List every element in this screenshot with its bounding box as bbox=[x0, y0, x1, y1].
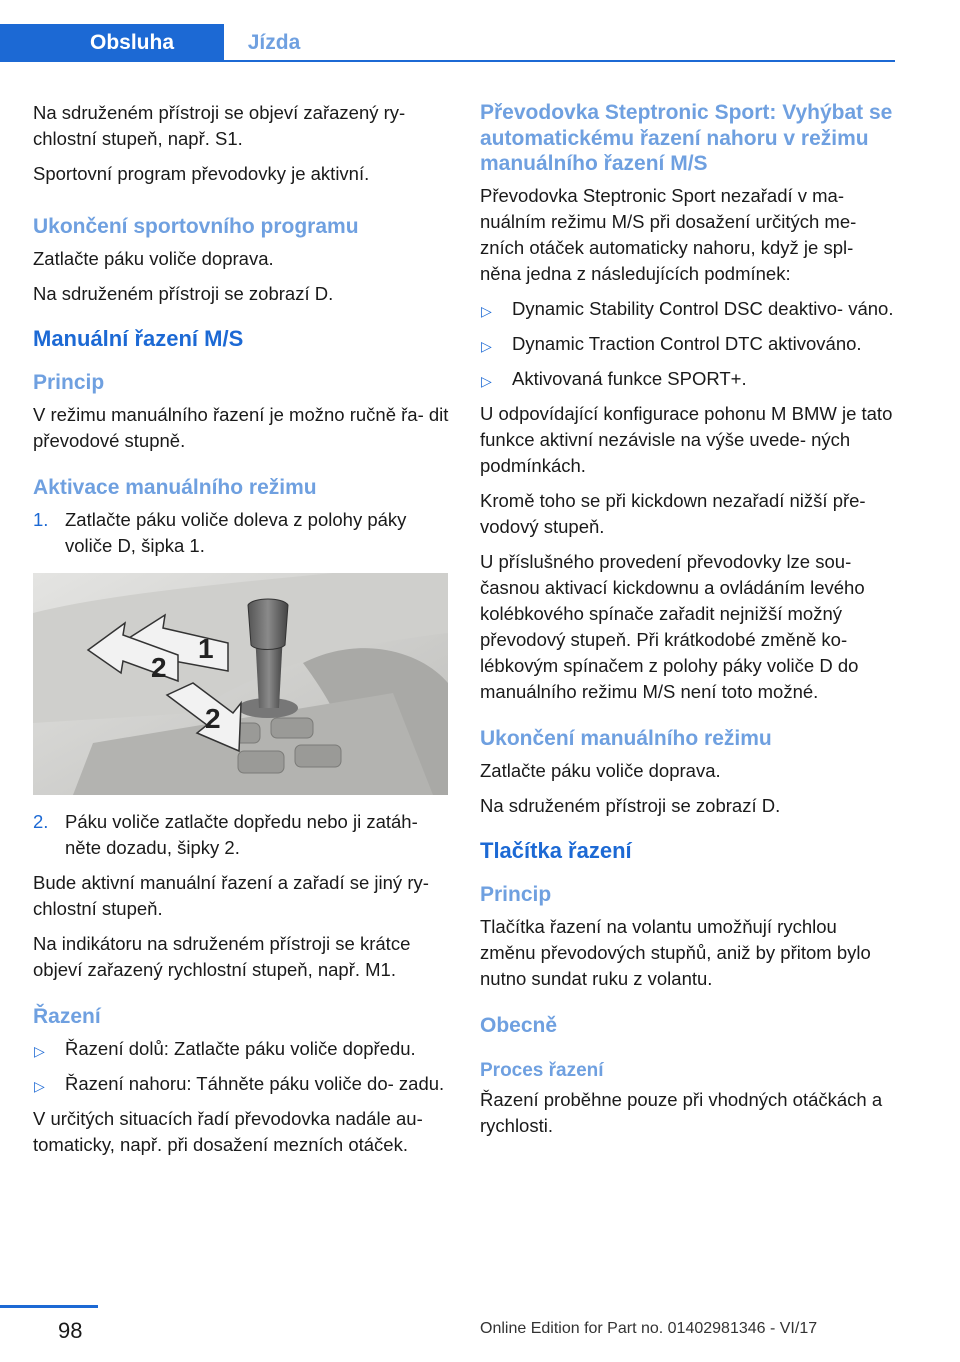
triangle-bullet-icon: ▷ bbox=[481, 302, 492, 319]
list-item bbox=[33, 1071, 453, 1097]
bullet-text: Řazení dolů: Zatlačte páku voliče dopředu. bbox=[65, 1038, 416, 1059]
paragraph: V režimu manuálního řazení je možno ručně řa‐ dit převodové stupně. bbox=[33, 404, 449, 451]
arrow-label-1: 1 bbox=[198, 633, 214, 664]
edition-text-tail: 7 bbox=[808, 1320, 818, 1337]
page-number: 98 bbox=[58, 1318, 83, 1343]
triangle-bullet-icon: ▷ bbox=[481, 337, 492, 354]
triangle-bullet-icon: ▷ bbox=[34, 1078, 45, 1094]
right-column bbox=[480, 100, 896, 1148]
heading-end-sport: Ukončení sportovního programu bbox=[33, 215, 359, 238]
step-number: 2. bbox=[33, 811, 49, 832]
heading-end-manual: Ukončení manuálního režimu bbox=[480, 726, 772, 750]
bullet-text: Řazení nahoru: Táhněte páku voliče do‐ zadu. bbox=[65, 1073, 445, 1094]
bullet-text: Dynamic Stability Control DSC deaktivo‐ váno. bbox=[512, 297, 894, 319]
footer-rule bbox=[0, 1305, 98, 1308]
paragraph: Sportovní program převodovky je aktivní. bbox=[33, 163, 370, 184]
step-number: 1. bbox=[33, 509, 49, 530]
list-item bbox=[480, 366, 896, 392]
bullet-text: Dynamic Traction Control DTC aktivováno. bbox=[512, 332, 862, 354]
heading-manual: Manuální řazení M/S bbox=[33, 326, 244, 351]
list-item bbox=[480, 296, 896, 322]
paragraph: Převodovka Steptronic Sport nezařadí v ma‐ nuálním režimu M/S při dosažení určitých me‐ zních otáček automaticky nahoru, když je spl‐ něna jedna z následujících podmínek: bbox=[480, 184, 857, 284]
steps-list bbox=[33, 507, 453, 559]
heading-steptronic: Převodovka Steptronic Sport: Vyhýbat se automatickému řazení nahoru v režimu manuálního řazení M/S bbox=[480, 101, 893, 175]
tab-jizda[interactable]: Jízda bbox=[247, 31, 301, 54]
bullet-list bbox=[480, 296, 896, 392]
list-item bbox=[480, 331, 896, 357]
list-item bbox=[33, 507, 453, 559]
paragraph: V určitých situacích řadí převodovka nadále au‐ tomaticky, např. při dosažení mezních otáček. bbox=[33, 1108, 423, 1155]
paragraph: U odpovídající konfigurace pohonu M BMW je tato funkce aktivní nezávisle na výše uvede‐ ných podmínkách. bbox=[480, 402, 893, 476]
paragraph: Kromě toho se při kickdown nezařadí nižší pře‐ vodový stupeň. bbox=[480, 489, 866, 537]
paragraph: Na sdruženém přístroji se objeví zařazený ry‐ chlostní stupeň, např. S1. bbox=[33, 102, 406, 149]
paragraph: Řazení proběhne pouze při vhodných otáčkách a rychlosti. bbox=[480, 1088, 883, 1136]
heading-obecne: Obecně bbox=[480, 1013, 558, 1037]
heading-activation: Aktivace manuálního režimu bbox=[33, 476, 317, 499]
paragraph: Zatlačte páku voliče doprava. bbox=[33, 248, 274, 269]
header-tabs bbox=[0, 24, 895, 62]
paragraph: Na indikátoru na sdruženém přístroji se krátce objeví zařazený rychlostní stupeň, např. M1. bbox=[33, 933, 411, 980]
steps-list bbox=[33, 809, 453, 861]
step-text: Zatlačte páku voliče doleva z polohy páky voliče D, šipka 1. bbox=[65, 509, 407, 556]
triangle-bullet-icon: ▷ bbox=[481, 372, 492, 389]
step-text: Páku voliče zatlačte dopředu nebo ji zatáh‐ něte dozadu, šipky 2. bbox=[65, 811, 418, 858]
header-rule bbox=[224, 60, 895, 62]
heading-princip: Princip bbox=[33, 371, 105, 394]
arrow-label-2-left: 2 bbox=[151, 652, 167, 683]
paragraph: Na sdruženém přístroji se zobrazí D. bbox=[480, 794, 781, 816]
heading-princip: Princip bbox=[480, 882, 552, 906]
paragraph: Na sdruženém přístroji se zobrazí D. bbox=[33, 283, 334, 304]
heading-proces: Proces řazení bbox=[480, 1059, 604, 1081]
bullet-text: Aktivovaná funkce SPORT+. bbox=[512, 367, 747, 389]
gear-selector-illustration bbox=[33, 573, 448, 795]
list-item bbox=[33, 1036, 453, 1062]
heading-razeni: Řazení bbox=[33, 1005, 101, 1028]
tab-obsluha[interactable]: Obsluha bbox=[0, 24, 224, 62]
edition-line bbox=[480, 1320, 817, 1338]
list-item bbox=[33, 809, 453, 861]
left-column bbox=[33, 100, 453, 1167]
edition-text: Online Edition for Part no. 01402981346 - VI/1 bbox=[480, 1320, 809, 1337]
arrow-label-2-down: 2 bbox=[205, 703, 221, 734]
heading-buttons: Tlačítka řazení bbox=[480, 837, 632, 863]
triangle-bullet-icon: ▷ bbox=[34, 1043, 45, 1059]
paragraph: Tlačítka řazení na volantu umožňují rychlou změnu převodových stupňů, aniž by přitom bylo nutno sundat ruku z volantu. bbox=[480, 915, 871, 989]
bullet-list bbox=[33, 1036, 453, 1097]
paragraph: U příslušného provedení převodovky lze sou‐ časnou aktivací kickdownu a ovládáním levého kolébkového spínače zařadit nejnižší možný převodový stupeň. Při krátkodobé změně ko‐ lébkovým spínačem z polohy páky voliče D do manuálního režimu M/S není toto možné. bbox=[480, 550, 865, 702]
paragraph: Zatlačte páku voliče doprava. bbox=[480, 759, 721, 781]
paragraph: Bude aktivní manuální řazení a zařadí se jiný ry‐ chlostní stupeň. bbox=[33, 872, 429, 919]
